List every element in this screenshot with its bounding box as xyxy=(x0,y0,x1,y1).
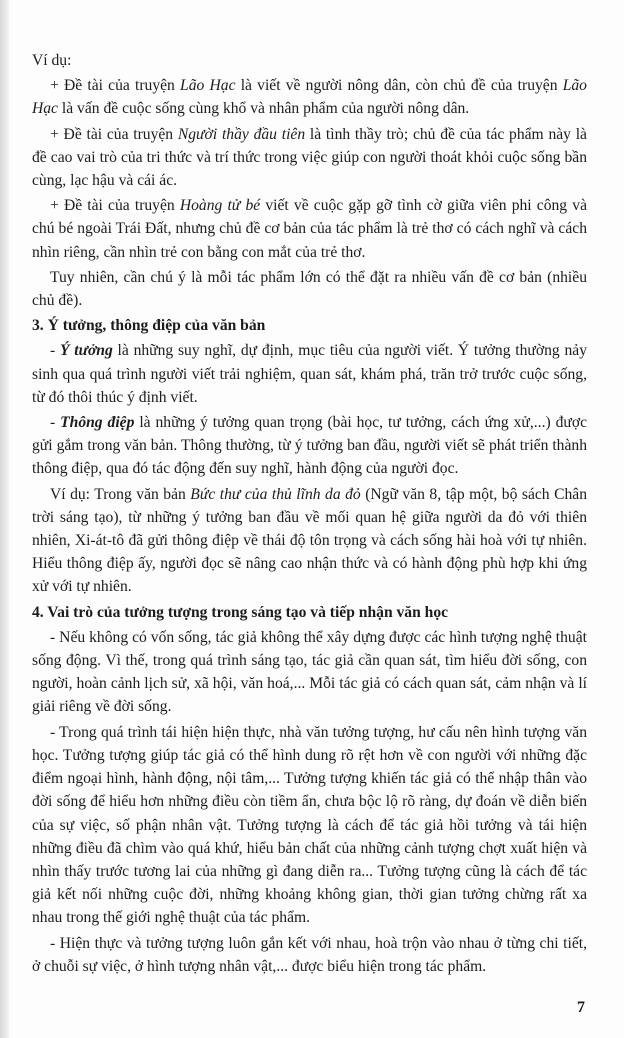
text-run: Tuy nhiên, cần chú ý là mỗi tác phẩm lớn có thể đặt ra nhiều vấn đề cơ bản (nhiều chủ đề). xyxy=(32,268,587,310)
text-run: + Đề tài của truyện xyxy=(50,125,178,143)
text-run: + Đề tài của truyện xyxy=(50,77,181,95)
section-heading xyxy=(32,601,587,624)
emphasized-text: Hoàng tử bé xyxy=(179,197,261,215)
page xyxy=(32,0,587,1038)
text-run: Ví dụ: Trong văn bản xyxy=(50,485,191,503)
paragraph xyxy=(32,721,587,930)
emphasized-text: Thông điệp xyxy=(60,414,135,432)
paragraph xyxy=(32,74,587,120)
text-run: + Đề tài của truyện xyxy=(50,197,180,215)
emphasized-text: Lão Hạc xyxy=(32,77,587,118)
text-run: là vấn đề cuộc sống cùng khổ và nhân phẩm của người nông dân. xyxy=(57,100,470,118)
page-body xyxy=(32,49,587,978)
paragraph xyxy=(32,49,587,72)
emphasized-text: Người thầy đầu tiên xyxy=(177,125,306,143)
paragraph xyxy=(32,411,587,481)
text-run: viết về cuộc gặp gỡ tình cờ giữa viên phi công và chú bé ngoài Trái Đất, nhưng chủ đề cơ bản của tác phẩm là trẻ thơ có cách nghĩ và cách nhìn riêng, cần nhìn trẻ con bằng con mắt của trẻ thơ. xyxy=(32,197,587,261)
text-run: là tình thầy trò; chủ đề của tác phẩm này là đề cao vai trò của tri thức và trí thức trong việc giúp con người thoát khỏi cuộc sống bần cùng, lạc hậu và cái ác. xyxy=(32,125,587,190)
page-edge-shadow xyxy=(0,0,9,1038)
text-run: Ví dụ: xyxy=(32,52,72,69)
text-run: là những suy nghĩ, dự định, mục tiêu của người viết. Ý tưởng thường nảy sinh qua quá trình người viết trải nghiệm, quan sát, khám phá, trăn trở trước cuộc sống, từ đó thôi thúc ý định viết. xyxy=(32,342,587,406)
text-run: - Trong quá trình tái hiện hiện thực, nhà văn tưởng tượng, hư cấu nên hình tượng văn học. Tưởng tượng giúp tác giả có thể hình dung rõ rệt hơn về con người với những đặc điểm ngoại hình, hành động, nội tâm,... Tưởng tượng khiến tác giả có thể nhập thân vào đời sống để hiểu hơn những điều còn tiềm ẩn, chưa bộc lộ rõ ràng, dự đoán về diễn biến của sự việc, số phận nhân vật. Tưởng tượng là cách để tác giả hồi tưởng và tái hiện những điều đã chìm vào quá khứ, hiểu bản chất của những cảnh tượng chợt xuất hiện và nhìn thấy trước tương lai của những gì đang diễn ra... Tưởng tượng cũng là cách để tác giả kết nối những cuộc đời, những khoảng không gian, thời gian tưởng chừng rất xa nhau trong thế giới nghệ thuật của tác phẩm. xyxy=(32,723,587,927)
paragraph xyxy=(32,194,587,264)
paragraph xyxy=(32,483,587,599)
text-run: là viết về người nông dân, còn chủ đề của truyện xyxy=(235,77,563,95)
emphasized-text: Lão Hạc xyxy=(180,77,236,95)
text-run: - Hiện thực và tưởng tượng luôn gắn kết với nhau, hoà trộn vào nhau ở từng chi tiết, ở chuỗi sự việc, ở hình tượng nhân vật,... được biểu hiện trong tác phẩm. xyxy=(32,934,587,975)
text-run: - Nếu không có vốn sống, tác giả không thể xây dựng được các hình tượng nghệ thuật sống động. Vì thế, trong quá trình sáng tạo, tác giả cần quan sát, tìm hiểu đời sống, con người, hoàn cảnh lịch sử, xã hội, văn hoá,... Mỗi tác giả có cách quan sát, cảm nhận và lí giải riêng về đời sống. xyxy=(32,628,587,716)
paragraph xyxy=(32,339,587,409)
emphasized-text: Bức thư của thủ lĩnh da đỏ xyxy=(190,485,361,503)
paragraph xyxy=(32,266,587,312)
section-heading xyxy=(32,314,587,337)
paragraph xyxy=(32,932,587,978)
page-number: 7 xyxy=(577,998,585,1016)
text-run: là những ý tưởng quan trọng (bài học, tư tưởng, cách ứng xử,...) được gửi gắm trong văn bản. Thông thường, từ ý tưởng ban đầu, người viết sẽ phát triển thành thông điệp, qua đó tác động đến suy nghĩ, hành động của người đọc. xyxy=(32,414,588,478)
text-run: 4. Vai trò của tưởng tượng trong sáng tạo và tiếp nhận văn học xyxy=(32,603,449,621)
text-run: 3. Ý tưởng, thông điệp của văn bản xyxy=(32,317,266,335)
paragraph xyxy=(32,626,587,719)
paragraph xyxy=(32,123,587,193)
emphasized-text: Ý tưởng xyxy=(59,342,113,360)
text-run: - xyxy=(50,414,61,432)
text-run: - xyxy=(50,342,60,360)
text-run: (Ngữ văn 8, tập một, bộ sách Chân trời sáng tạo), từ những ý tưởng ban đầu về mối quan hệ giữa người da đỏ với thiên nhiên, Xi-át-tô đã gửi thông điệp về thái độ tôn trọng và cách sống hài hoà với tự nhiên. Hiểu thông điệp ấy, người đọc sẽ nâng cao nhận thức và có hành động phù hợp khi ứng xử với tự nhiên. xyxy=(32,485,587,596)
